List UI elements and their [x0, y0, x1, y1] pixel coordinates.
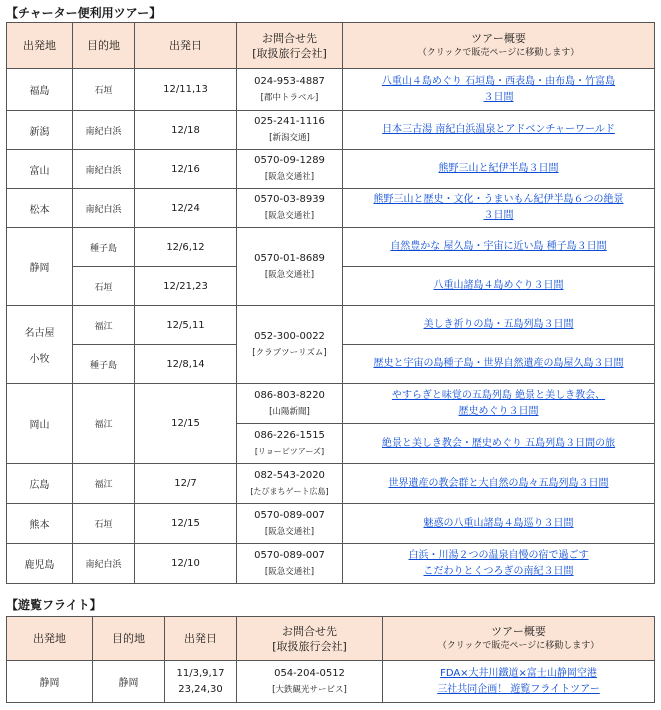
- origin-cell: 静岡: [7, 661, 93, 703]
- tour-link[interactable]: 日本三古湯 南紀白浜温泉とアドベンチャーワールド: [382, 124, 615, 135]
- date-cell: 12/15: [135, 384, 237, 464]
- tour-link[interactable]: [343, 388, 654, 420]
- tour-link-cell: [343, 345, 655, 384]
- contact-phone: 086-803-8220: [254, 389, 325, 401]
- contact-cell: [237, 69, 343, 111]
- date-cell: 12/6,12: [135, 228, 237, 267]
- tour-link[interactable]: 熊野三山と紀伊半島３日間: [438, 163, 559, 174]
- table-header-row: [7, 23, 655, 69]
- contact-phone: 0570-01-8689: [254, 252, 325, 264]
- table-row: [7, 189, 655, 228]
- destination-cell: 石垣: [73, 504, 135, 544]
- tour-link-line1[interactable]: やすらぎと味覚の五島列島 絶景と美しき教会、: [391, 389, 606, 401]
- contact-phone: 052-300-0022: [254, 330, 325, 342]
- destination-cell: 福江: [73, 464, 135, 504]
- tour-link-cell: [343, 150, 655, 189]
- contact-cell: [237, 464, 343, 504]
- table-row: [7, 150, 655, 189]
- tour-link[interactable]: [343, 548, 654, 580]
- date-cell: 12/15: [135, 504, 237, 544]
- contact-cell: [237, 504, 343, 544]
- contact-cell: [237, 189, 343, 228]
- table-row: [7, 306, 655, 345]
- table-row: [7, 544, 655, 584]
- header-overview-label: ツアー概要: [471, 31, 526, 45]
- contact-phone: 0570-089-007: [254, 549, 325, 561]
- tour-link[interactable]: 世界遺産の教会群と大自然の島々五島列島３日間: [388, 477, 609, 489]
- contact-agency: [山陽新聞]: [269, 406, 310, 417]
- destination-cell: 南紀白浜: [73, 150, 135, 189]
- header-contact: [237, 23, 343, 69]
- sightseeing-tour-table: [6, 616, 655, 703]
- contact-cell: [237, 306, 343, 384]
- header-overview-label: ツアー概要: [491, 624, 546, 638]
- contact-agency: [新潟交通]: [269, 133, 310, 143]
- tour-link-line1[interactable]: 熊野三山と歴史・文化・うまいもん紀伊半島６つの絶景: [373, 194, 624, 205]
- contact-agency: [たびまちゲート広島]: [250, 486, 329, 496]
- contact-cell: [237, 111, 343, 150]
- header-destination: 目的地: [73, 23, 135, 69]
- destination-cell: 種子島: [73, 228, 135, 267]
- date-cell: 12/18: [135, 111, 237, 150]
- destination-cell: 南紀白浜: [73, 544, 135, 584]
- destination-cell: 福江: [73, 306, 135, 345]
- date-line1: 11/3,9,17: [176, 667, 225, 679]
- header-contact-line2: [取扱旅行会社]: [252, 46, 327, 60]
- tour-link-line1[interactable]: 八重山４島めぐり 石垣島・西表島・由布島・竹富島: [381, 75, 616, 87]
- contact-agency: [阪急交通社]: [264, 269, 315, 280]
- table-row: [7, 661, 655, 703]
- tour-link[interactable]: 美しき祈りの島・五島列島３日間: [423, 319, 574, 330]
- origin-line1: 名古屋: [24, 328, 55, 339]
- tour-link-line1[interactable]: 白浜・川湯２つの温泉自慢の宿で過ごす: [408, 549, 589, 561]
- destination-cell: 石垣: [73, 69, 135, 111]
- tour-link-cell: [383, 661, 655, 703]
- header-overview: [383, 617, 655, 661]
- date-cell: 12/16: [135, 150, 237, 189]
- contact-cell: [237, 424, 343, 464]
- contact-agency: [阪急交通社]: [264, 526, 315, 537]
- header-contact-line2: [取扱旅行会社]: [272, 639, 347, 653]
- contact-agency: [阪急交通社]: [264, 566, 315, 577]
- table-row: [7, 464, 655, 504]
- date-cell: 12/21,23: [135, 267, 237, 306]
- contact-phone: 086-226-1515: [254, 429, 325, 441]
- origin-cell: 松本: [7, 189, 73, 228]
- date-cell: 12/24: [135, 189, 237, 228]
- origin-cell: 広島: [7, 464, 73, 504]
- tour-link[interactable]: [343, 74, 654, 106]
- tour-link[interactable]: [383, 666, 654, 698]
- tour-link-cell: [343, 69, 655, 111]
- tour-link[interactable]: [343, 192, 654, 224]
- header-date: 出発日: [165, 617, 237, 661]
- tour-link[interactable]: 歴史と宇宙の島種子島・世界自然遺産の島屋久島３日間: [373, 358, 624, 369]
- charter-section-title: 【チャーター便利用ツアー】: [6, 6, 162, 20]
- origin-line2: 小牧: [29, 354, 50, 365]
- charter-tour-table: [6, 22, 655, 584]
- tour-link-line1[interactable]: FDA×大井川鐵道×富士山静岡空港: [440, 667, 597, 679]
- header-overview-note: （クリックで販売ページに移動します）: [417, 47, 580, 58]
- origin-cell: 岡山: [7, 384, 73, 464]
- tour-link-line2[interactable]: 歴史めぐり３日間: [458, 405, 539, 417]
- destination-cell: 種子島: [73, 345, 135, 384]
- table-header-row: [7, 617, 655, 661]
- contact-phone: 0570-09-1289: [254, 155, 325, 166]
- tour-link-cell: [343, 267, 655, 306]
- contact-phone: 082-543-2020: [254, 469, 325, 481]
- table-row: [7, 69, 655, 111]
- tour-link-line2[interactable]: ３日間: [483, 91, 514, 103]
- date-line2: 23,24,30: [178, 683, 223, 695]
- origin-cell: 静岡: [7, 228, 73, 306]
- destination-cell: 石垣: [73, 267, 135, 306]
- table-row: [7, 228, 655, 267]
- contact-agency: [リョービツアーズ]: [254, 446, 325, 456]
- contact-phone: 024-953-4887: [254, 75, 325, 87]
- tour-link-cell: [343, 504, 655, 544]
- origin-cell: 福島: [7, 69, 73, 111]
- header-contact-line1: お問合せ先: [282, 624, 337, 638]
- tour-link-cell: [343, 384, 655, 424]
- contact-phone: 054-204-0512: [274, 667, 345, 679]
- table-row: [7, 384, 655, 424]
- tour-link[interactable]: 魅惑の八重山諸島４島巡り３日間: [423, 517, 574, 529]
- table-row: [7, 111, 655, 150]
- header-date: 出発日: [135, 23, 237, 69]
- tour-link-cell: [343, 544, 655, 584]
- contact-cell: [237, 661, 383, 703]
- header-origin: 出発地: [7, 23, 73, 69]
- tour-link-cell: [343, 111, 655, 150]
- contact-cell: [237, 544, 343, 584]
- origin-cell: 鹿児島: [7, 544, 73, 584]
- tour-link[interactable]: 八重山諸島４島めぐり３日間: [433, 280, 564, 291]
- contact-phone: 025-241-1116: [254, 116, 325, 127]
- origin-cell: 新潟: [7, 111, 73, 150]
- date-cell: 12/11,13: [135, 69, 237, 111]
- tour-link-line2[interactable]: ３日間: [483, 210, 514, 221]
- date-cell: 12/7: [135, 464, 237, 504]
- contact-cell: [237, 150, 343, 189]
- date-cell: 12/5,11: [135, 306, 237, 345]
- tour-link-line2[interactable]: こだわりとくつろぎの南紀３日間: [423, 565, 574, 577]
- destination-cell: 南紀白浜: [73, 111, 135, 150]
- tour-link-cell: [343, 189, 655, 228]
- tour-link[interactable]: 自然豊かな 屋久島・宇宙に近い島 種子島３日間: [390, 241, 607, 252]
- contact-cell: [237, 228, 343, 306]
- destination-cell: 静岡: [93, 661, 165, 703]
- contact-phone: 0570-03-8939: [254, 194, 325, 205]
- header-destination: 目的地: [93, 617, 165, 661]
- contact-agency: [阪急交通社]: [264, 172, 315, 182]
- destination-cell: 南紀白浜: [73, 189, 135, 228]
- date-cell: 12/10: [135, 544, 237, 584]
- contact-agency: [大鉄観光サービス]: [272, 684, 347, 695]
- tour-link-cell: [343, 424, 655, 464]
- header-contact-line1: お問合せ先: [262, 31, 317, 45]
- contact-agency: [郡中トラベル]: [260, 92, 319, 103]
- table-row: [7, 504, 655, 544]
- origin-cell: [7, 306, 73, 384]
- tour-link-cell: [343, 228, 655, 267]
- tour-link-cell: [343, 464, 655, 504]
- sightseeing-section-title: 【遊覧フライト】: [6, 598, 102, 612]
- header-contact: [237, 617, 383, 661]
- tour-link[interactable]: 絶景と美しき教会・歴史めぐり 五島列島３日間の旅: [381, 437, 616, 449]
- contact-cell: [237, 384, 343, 424]
- contact-phone: 0570-089-007: [254, 509, 325, 521]
- header-overview-note: （クリックで販売ページに移動します）: [437, 640, 600, 651]
- date-cell: [165, 661, 237, 703]
- origin-cell: 熊本: [7, 504, 73, 544]
- tour-link-line2[interactable]: 三社共同企画！ 遊覧フライトツアー: [437, 683, 600, 695]
- header-overview: [343, 23, 655, 69]
- header-origin: 出発地: [7, 617, 93, 661]
- destination-cell: 福江: [73, 384, 135, 464]
- contact-agency: [阪急交通社]: [264, 211, 315, 221]
- tour-link-cell: [343, 306, 655, 345]
- contact-agency: [クラブツーリズム]: [252, 347, 327, 358]
- origin-cell: 富山: [7, 150, 73, 189]
- date-cell: 12/8,14: [135, 345, 237, 384]
